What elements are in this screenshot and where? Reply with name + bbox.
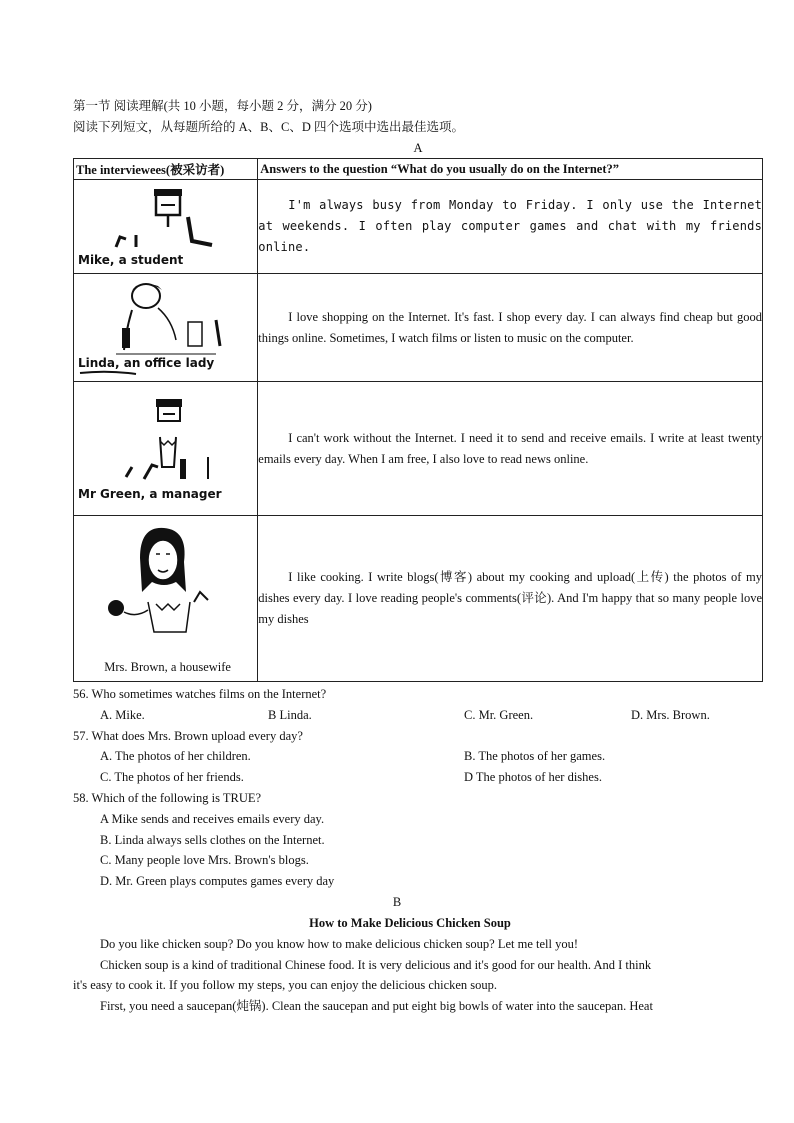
table-row: [74, 180, 763, 274]
answer-cell: [258, 382, 763, 516]
answer-text: I'm always busy from Monday to Friday. I only use the Internet at weekends. I often play computer games and chat with my friends online.: [258, 198, 762, 254]
passage-b-paragraph: it's easy to cook it. If you follow my steps, you can enjoy the delicious chicken soup.: [73, 978, 498, 992]
question-option: D. Mr. Green plays computes games every day: [100, 874, 335, 888]
question-option: B Linda.: [268, 708, 312, 722]
passage-b-paragraph: Do you like chicken soup? Do you know how to make delicious chicken soup? Let me tell you!: [100, 937, 579, 951]
header-answers: Answers to the question “What do you usually do on the Internet?”: [258, 159, 763, 180]
passage-a-label: A: [413, 141, 423, 155]
answer-cell: [258, 180, 763, 274]
answer-text: I can't work without the Internet. I need it to send and receive emails. I write at least twenty emails every day. When I am free, I also love to read news online.: [258, 430, 762, 466]
interviewee-cell: [74, 180, 258, 274]
interviewee-cell: [74, 274, 258, 382]
table-row: [74, 274, 763, 382]
question-option: B. Linda always sells clothes on the Internet.: [100, 833, 325, 847]
question-option: A. The photos of her children.: [100, 749, 251, 763]
question-option: C. Mr. Green.: [464, 708, 534, 722]
answer-cell: [258, 274, 763, 382]
section-instruction: 阅读下列短文，从每题所给的 A、B、C、D 四个选项中选出最佳选项。: [73, 120, 464, 134]
answer-cell: [258, 516, 763, 682]
table-header-row: [74, 159, 763, 180]
manager-illustration: [96, 397, 236, 487]
question-stem: 57. What does Mrs. Brown upload every day?: [73, 729, 303, 743]
interviewee-cell: [74, 382, 258, 516]
table-row: [74, 516, 763, 682]
section-heading: 第一节 阅读理解(共 10 小题，每小题 2 分，满分 20 分): [73, 99, 372, 113]
interviewee-cell: [74, 516, 258, 682]
passage-b-title: How to Make Delicious Chicken Soup: [309, 916, 511, 930]
housewife-illustration: [96, 522, 236, 646]
passage-b-paragraph: Chicken soup is a kind of traditional Chinese food. It is very delicious and it's good for our health. And I think: [100, 958, 652, 972]
question-stem: 58. Which of the following is TRUE?: [73, 791, 262, 805]
interviewee-caption: Mike, a student: [78, 252, 184, 267]
passage-b-paragraph: First, you need a saucepan(炖锅). Clean the saucepan and put eight big bowls of water into the saucepan. Heat: [100, 999, 653, 1013]
question-stem: 56. Who sometimes watches films on the Internet?: [73, 687, 327, 701]
question-option: D The photos of her dishes.: [464, 770, 602, 784]
interviewee-caption: Linda, an office lady: [78, 355, 215, 370]
header-interviewees: The interviewees(被采访者): [74, 159, 258, 180]
table-row: [74, 382, 763, 516]
question-option: C. Many people love Mrs. Brown's blogs.: [100, 853, 309, 867]
interviewee-caption: Mrs. Brown, a housewife: [104, 660, 231, 674]
question-option: B. The photos of her games.: [464, 749, 606, 763]
student-illustration: [96, 187, 236, 253]
question-option: A. Mike.: [100, 708, 145, 722]
interview-table: [73, 158, 763, 682]
answer-text: I love shopping on the Internet. It's fast. I shop every day. I can always find cheap but good things online. Sometimes, I watch films or listen to music on the computer.: [258, 309, 762, 345]
passage-b-label: B: [392, 895, 402, 909]
office-lady-illustration: [96, 280, 236, 356]
question-option: D. Mrs. Brown.: [631, 708, 710, 722]
answer-text: I like cooking. I write blogs(博客) about my cooking and upload(上传) the photos of my dishes every day. I love reading people's comments(评论). And I'm happy that so many people love my dishes: [258, 570, 762, 626]
underline-stroke: [78, 370, 138, 376]
question-option: C. The photos of her friends.: [100, 770, 244, 784]
interviewee-caption: Mr Green, a manager: [78, 486, 222, 501]
question-option: A Mike sends and receives emails every day.: [100, 812, 325, 826]
